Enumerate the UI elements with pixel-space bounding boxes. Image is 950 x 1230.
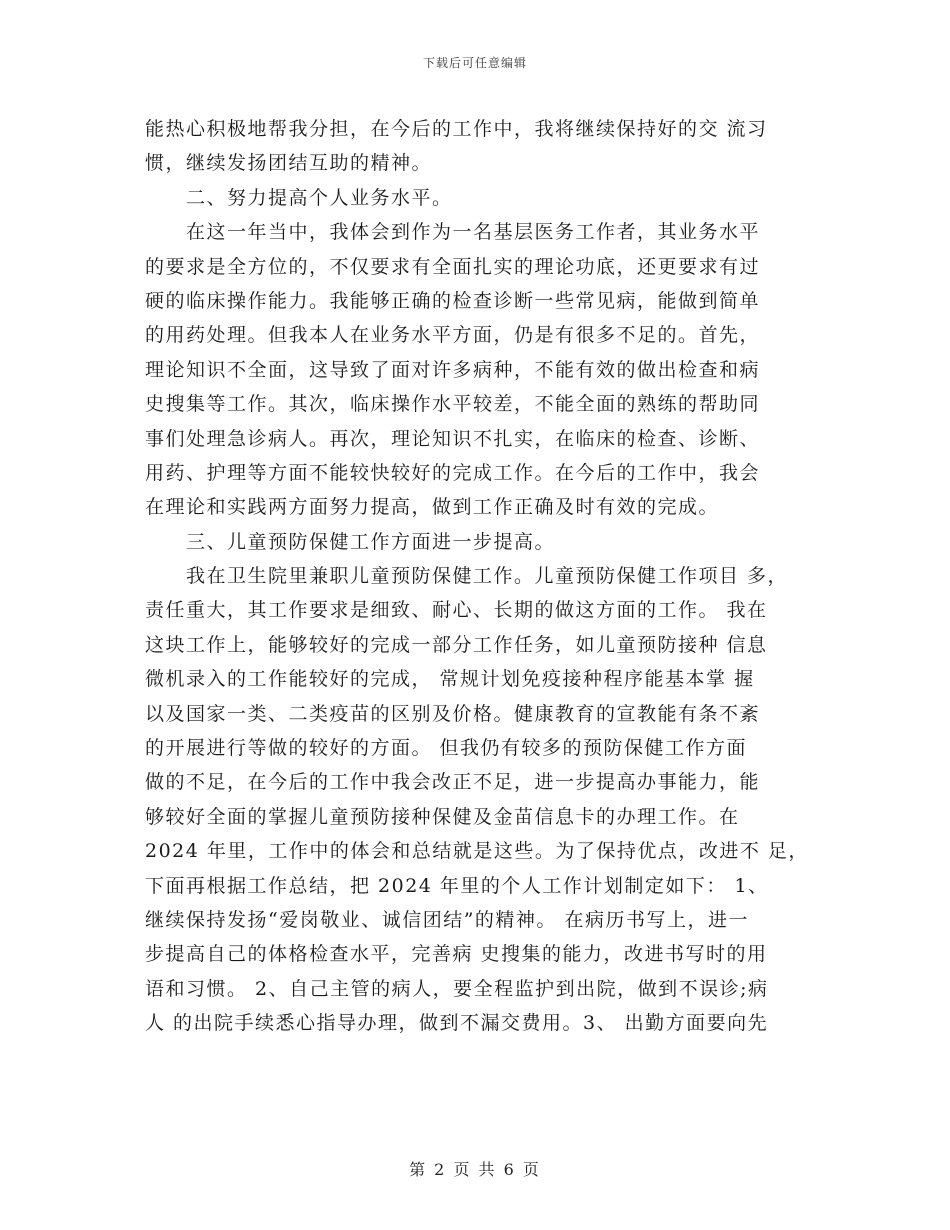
page-number-footer: 第 2 页 共 6 页 xyxy=(409,1160,541,1179)
body-line: 惯，继续发扬团结互助的精神。 xyxy=(145,152,433,175)
page-header: 下载后可任意编辑 xyxy=(422,56,527,70)
body-line: 事们处理急诊病人。再次，理论知识不扎实，在临床的检查、诊断、 xyxy=(145,427,761,450)
body-line: 在这一年当中，我体会到作为一名基层医务工作者，其业务水平 xyxy=(145,221,761,244)
body-line: 的要求是全方位的，不仅要求有全面扎实的理论功底，还更要求有过 xyxy=(145,255,761,278)
body-line: 在理论和实践两方面努力提高，做到工作正确及时有效的完成。 xyxy=(145,496,720,519)
body-line: 责任重大，其工作要求是细致、耐心、长期的做这方面的工作。 我在 xyxy=(145,599,768,622)
body-line: 够较好全面的掌握儿童预防接种保健及金苗信息卡的办理工作。在 xyxy=(145,805,740,828)
body-line: 的开展进行等做的较好的方面。 但我仍有较多的预防保健工作方面 xyxy=(145,737,748,760)
body-line: 人 的出院手续悉心指导办理，做到不漏交费用。3、 出勤方面要向先 xyxy=(145,1012,769,1035)
body-line: 微机录入的工作能较好的完成， 常规计划免疫接种程序能基本掌 握 xyxy=(145,668,755,691)
body-line: 能热心积极地帮我分担，在今后的工作中，我将继续保持好的交 流习 xyxy=(145,118,768,140)
document-body xyxy=(145,112,835,1041)
body-line: 这块工作上，能够较好的完成一部分工作任务，如儿童预防接种 信息 xyxy=(145,633,768,656)
body-line: 我在卫生院里兼职儿童预防保健工作。儿童预防保健工作项目 多， xyxy=(145,565,789,588)
section-heading: 二、努力提高个人业务水平。 xyxy=(145,186,453,209)
body-line: 用药、护理等方面不能较快较好的完成工作。在今后的工作中，我会 xyxy=(145,461,761,484)
body-line: 以及国家一类、二类疫苗的区别及价格。健康教育的宣教能有条不紊 xyxy=(145,702,761,725)
body-line: 史搜集等工作。其次，临床操作水平较差，不能全面的熟练的帮助同 xyxy=(145,393,761,416)
body-line: 继续保持发扬“爱岗敬业、诚信团结”的精神。 在病历书写上，进一 xyxy=(145,908,749,931)
body-line: 做的不足，在今后的工作中我会改正不足，进一步提高办事能力，能 xyxy=(145,771,761,794)
body-line: 下面再根据工作总结，把 2024 年里的个人工作计划制定如下： 1、 xyxy=(145,874,769,897)
body-line: 语和习惯。 2、自己主管的病人，要全程监护到出院，做到不误诊;病 xyxy=(145,977,769,1000)
body-line: 理论知识不全面，这导致了面对许多病种，不能有效的做出检查和病 xyxy=(145,358,761,381)
body-line: 步提高自己的体格检查水平，完善病 史搜集的能力，改进书写时的用 xyxy=(145,943,768,966)
body-line: 的用药处理。但我本人在业务水平方面，仍是有很多不足的。首先， xyxy=(145,324,761,347)
body-line: 2024 年里，工作中的体会和总结就是这些。为了保持优点，改进不 足， xyxy=(145,840,809,863)
body-line: 硬的临床操作能力。我能够正确的检查诊断一些常见病，能做到简单 xyxy=(145,289,761,312)
section-heading: 三、儿童预防保健工作方面进一步提高。 xyxy=(145,530,556,553)
